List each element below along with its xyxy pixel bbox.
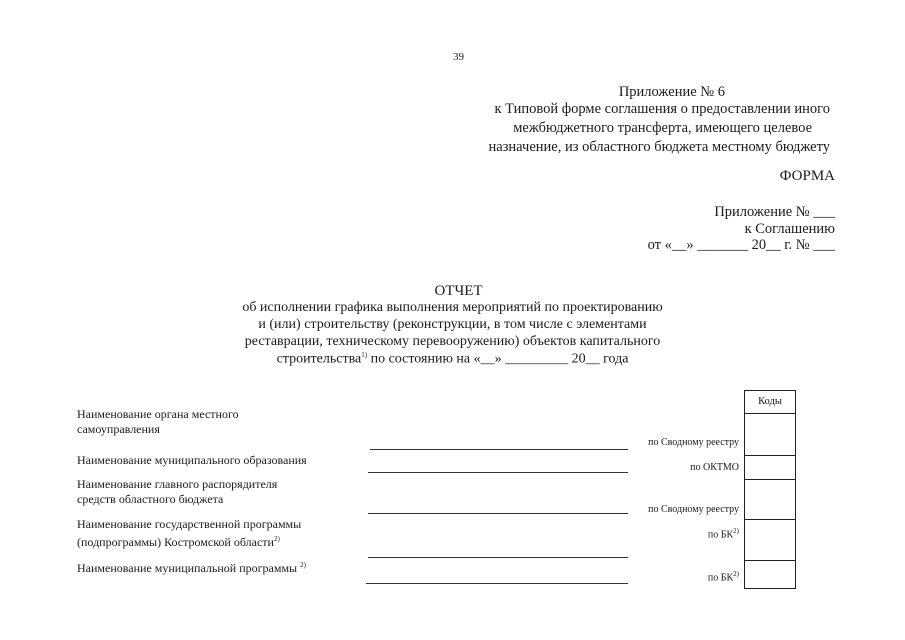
program-fill-line[interactable] <box>368 557 628 558</box>
org-fill-line[interactable] <box>370 449 628 450</box>
appendix-line: назначение, из областного бюджета местному бюджету <box>488 139 830 155</box>
appendix-body <box>489 100 831 157</box>
agreement-appendix-number: Приложение № ___ <box>714 204 835 220</box>
appendix-line: межбюджетного трансферта, имеющего целевое <box>513 120 812 136</box>
code-cell-oktmo[interactable] <box>745 455 795 479</box>
code-cell-svodny-1[interactable] <box>745 413 795 455</box>
report-title: ОТЧЕТ <box>434 283 483 299</box>
form-label: ФОРМА <box>779 168 835 184</box>
svodny-register-label-2: по Сводному реестру <box>648 504 739 515</box>
code-cell-bk-1[interactable] <box>745 519 795 560</box>
appendix-line: к Типовой форме соглашения о предоставлении иного <box>494 101 830 117</box>
manager-fill-line[interactable] <box>368 513 628 514</box>
svodny-register-label-1: по Сводному реестру <box>648 437 739 448</box>
manager-label: Наименование главного распорядителя средств областного бюджета <box>77 477 278 506</box>
code-cell-svodny-2[interactable] <box>745 479 795 519</box>
municipality-label: Наименование муниципального образования <box>77 453 307 467</box>
municipality-fill-line[interactable] <box>368 472 628 473</box>
municipal-program-fill-line[interactable] <box>366 583 628 584</box>
code-cell-bk-2[interactable] <box>745 560 795 588</box>
org-label: Наименование органа местного самоуправления <box>77 407 239 436</box>
report-subtitle-line: реставрации, техническому перевооружению) объектов капитального <box>244 334 661 349</box>
bk-label-1: по БК$^{2)}$ <box>707 527 739 541</box>
program-label: Наименование государственной программы (подпрограммы) Костромской области$^{2)}$ <box>77 517 302 549</box>
agreement-to: к Соглашению <box>744 221 835 237</box>
municipal-program-label: Наименование муниципальной программы $^{2)}$ <box>77 561 306 575</box>
agreement-date: от «__» _______ 20__ г. № ___ <box>647 237 835 253</box>
report-subtitle-line: об исполнении графика выполнения мероприятий по проектированию <box>242 300 663 315</box>
report-subtitle-line: и (или) строительству (реконструкции, в том числе с элементами <box>258 317 647 332</box>
codes-table <box>744 390 796 589</box>
bk-label-2: по БК$^{2)}$ <box>707 570 739 584</box>
codes-header: Коды <box>758 396 782 407</box>
oktmo-label: по ОКТМО <box>690 462 739 473</box>
appendix-title: Приложение № 6 <box>618 84 725 100</box>
page-number: 39 <box>453 51 464 63</box>
report-subtitle-last-line: строительства$^{1)}$ по состоянию на «__» _________ 20__ года <box>276 351 629 367</box>
